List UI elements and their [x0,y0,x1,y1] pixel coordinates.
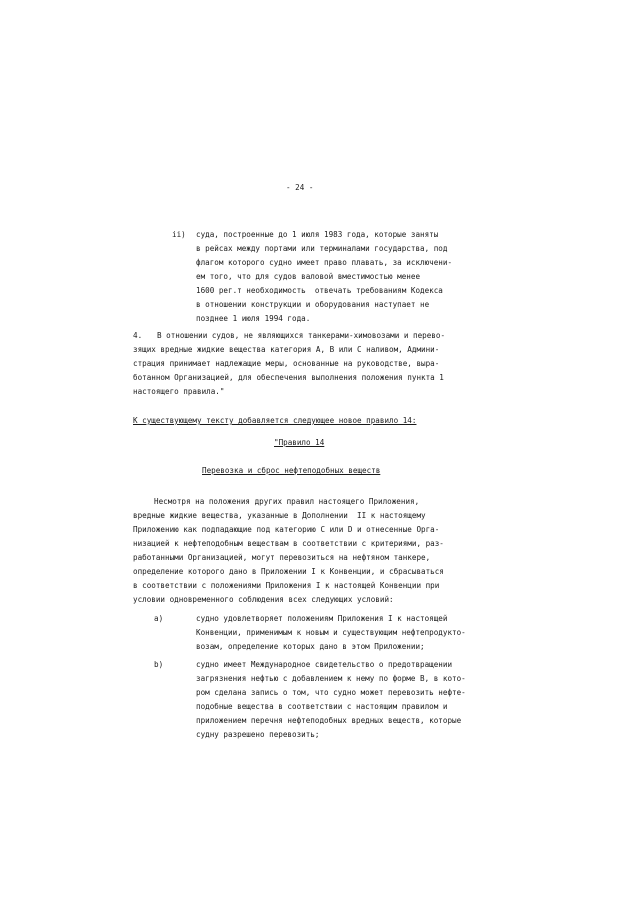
addition-intro: К существующему тексту добавляется следующее новое правило 14: [133,416,417,425]
para-4-line: В отношении судов, не являющихся танкерами-химовозами и перево- [157,331,446,340]
rule-heading: "Правило 14 [274,438,325,447]
para-4-line: зящих вредные жидкие вещества категория А, В или С наливом, Админи- [133,345,440,354]
item-a-line: судно удовлетворяет положениям Приложения I к настоящей [196,614,448,623]
para-4-line: страция принимает надлежащие меры, основанные на руководстве, выра- [133,359,440,368]
item-b-line: ром сделана запись о том, что судно может перевозить нефте- [196,688,466,697]
para-4-marker: 4. [133,331,143,340]
item-a-marker: a) [154,614,164,623]
item-a-line: Конвенции, применимым к новым и существующим нефтепродукто- [196,628,466,637]
para-4-line: настоящего правила." [133,387,225,396]
item-ii-line: позднее 1 июля 1994 года. [196,314,311,323]
item-b-line: приложением перечня нефтеподобных вредных веществ, которые [196,716,462,725]
body-line: определение которого дано в Приложении I к Конвенции, и сбрасываться [133,567,444,576]
body-line: работанными Организацией, могут перевозиться на нефтяном танкере, [133,553,431,562]
item-b-line: подобные вещества в соответствии с настоящим правилом и [196,702,448,711]
item-b-line: судно имеет Международное свидетельство о предотвращении [196,660,453,669]
body-line: Приложению как подпадающие под категорию С или D и отнесенные Орга- [133,525,440,534]
body-line: в соответствии с положениями Приложения I к настоящей Конвенции при [133,581,440,590]
body-line: условии одновременного соблюдения всех следующих условий: [133,595,394,604]
item-ii-line: ем того, что для судов валовой вместимостью менее [196,272,421,281]
item-ii-line: в отношении конструкции и оборудования наступает не [196,300,430,309]
item-b-line: судну разрешено перевозить; [196,730,320,739]
body-line: Несмотря на положения других правил настоящего Приложения, [154,497,420,506]
page-number: - 24 - [286,183,314,192]
item-b-line: загрязнения нефтью с добавлением к нему по форме В, в кото- [196,674,466,683]
item-ii-line: в рейсах между портами или терминалами государства, под [196,244,448,253]
body-line: вредные жидкие вещества, указанные в Дополнении II к настоящему [133,511,426,520]
item-ii-marker: ii) [172,230,186,239]
body-line: низацией к нефтеподобным веществам в соответствии с критериями, раз- [133,539,444,548]
item-ii-line: флагом которого судно имеет право плавать, за исключени- [196,258,453,267]
item-ii-line: суда, построенные до 1 июля 1983 года, которые заняты [196,230,439,239]
rule-subheading: Перевозка и сброс нефтеподобных веществ [202,466,381,475]
para-4-line: ботанном Организацией, для обеспечения выполнения положения пункта 1 [133,373,444,382]
item-a-line: возам, определение которых дано в этом Приложении; [196,642,425,651]
item-b-marker: b) [154,660,164,669]
item-ii-line: 1600 рег.т необходимость отвечать требованиям Кодекса [196,286,443,295]
